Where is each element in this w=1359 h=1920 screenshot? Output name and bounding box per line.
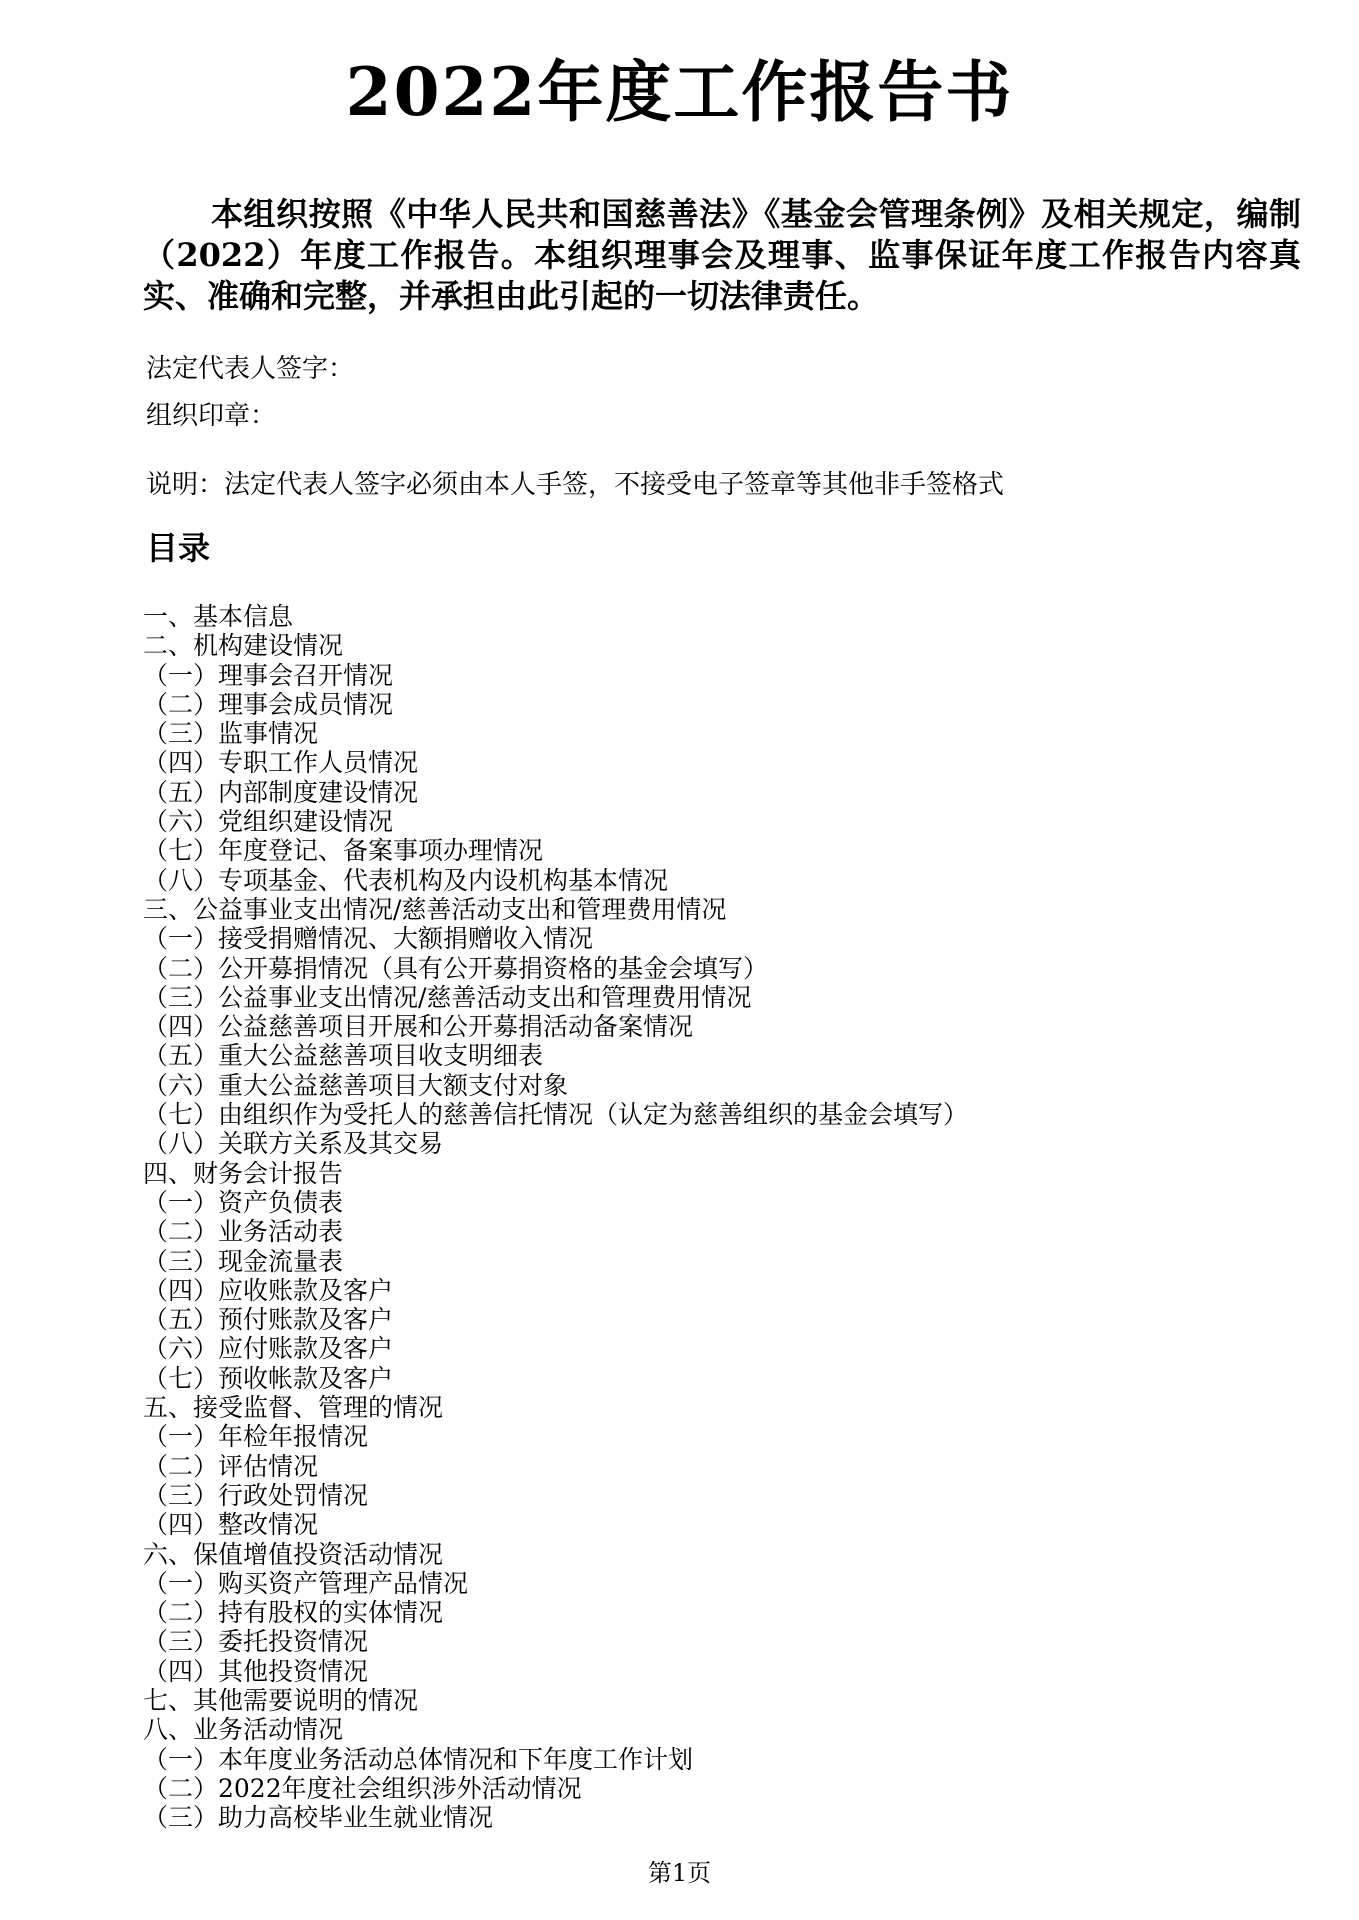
signature-label: 法定代表人签字：	[146, 354, 355, 384]
toc-item: （四）应收账款及客户	[143, 1275, 394, 1305]
toc-item: 六、保值增值投资活动情况	[143, 1539, 444, 1569]
toc-item: （二）理事会成员情况	[143, 689, 394, 719]
toc-item: （二）评估情况	[143, 1451, 319, 1481]
toc-item: （四）其他投资情况	[143, 1656, 369, 1686]
toc-item: （五）预付账款及客户	[143, 1305, 394, 1335]
toc-item: （一）本年度业务活动总体情况和下年度工作计划	[143, 1744, 694, 1774]
document-title: 2022年度工作报告书	[345, 53, 1014, 131]
toc-item: （一）购买资产管理产品情况	[143, 1568, 469, 1598]
toc-item: （六）重大公益慈善项目大额支付对象	[143, 1070, 569, 1100]
toc-item: （七）预收帐款及客户	[143, 1363, 394, 1393]
toc-item: （三）现金流量表	[143, 1246, 344, 1276]
toc-item: 七、其他需要说明的情况	[143, 1685, 419, 1715]
toc-item: （三）委托投资情况	[143, 1627, 369, 1657]
toc-item: （二）持有股权的实体情况	[143, 1598, 444, 1628]
toc-item: （一）年检年报情况	[143, 1422, 369, 1452]
toc-item: （七）由组织作为受托人的慈善信托情况（认定为慈善组织的基金会填写）	[143, 1100, 969, 1130]
toc-item: （六）党组织建设情况	[143, 807, 394, 837]
toc-item: （八）关联方关系及其交易	[143, 1129, 444, 1159]
toc-item: （一）资产负债表	[143, 1187, 344, 1217]
toc-item: （八）专项基金、代表机构及内设机构基本情况	[143, 865, 669, 895]
seal-label: 组织印章：	[146, 401, 277, 431]
intro-paragraph: 本组织按照《中华人民共和国慈善法》《基金会管理条例》及相关规定，编制（2022）年度工作报告。本组织理事会及理事、监事保证年度工作报告内容真实、准确和完整，并承担由此引起的一切法律责任。	[143, 195, 1301, 315]
toc-item: （五）内部制度建设情况	[143, 777, 419, 807]
toc-item: 三、公益事业支出情况/慈善活动支出和管理费用情况	[143, 894, 727, 924]
toc-item: 二、机构建设情况	[143, 631, 344, 661]
toc-item: （二）2022年度社会组织涉外活动情况	[143, 1773, 582, 1803]
toc-item: （一）接受捐赠情况、大额捐赠收入情况	[143, 924, 594, 954]
toc-item: （三）行政处罚情况	[143, 1480, 369, 1510]
toc-item: （七）年度登记、备案事项办理情况	[143, 836, 544, 866]
toc-item: （三）助力高校毕业生就业情况	[143, 1803, 494, 1833]
signature-note: 说明：法定代表人签字必须由本人手签，不接受电子签章等其他非手签格式	[146, 470, 1005, 500]
table-of-contents	[143, 602, 968, 1832]
toc-item: （一）理事会召开情况	[143, 660, 394, 690]
toc-item: （五）重大公益慈善项目收支明细表	[143, 1041, 544, 1071]
toc-item: 八、业务活动情况	[143, 1715, 344, 1745]
toc-item: （四）专职工作人员情况	[143, 748, 419, 778]
toc-item: （二）业务活动表	[143, 1217, 344, 1247]
toc-item: 五、接受监督、管理的情况	[143, 1393, 444, 1423]
toc-heading: 目录	[146, 529, 211, 567]
toc-item: （三）公益事业支出情况/慈善活动支出和管理费用情况	[143, 982, 752, 1012]
toc-item: 四、财务会计报告	[143, 1158, 344, 1188]
toc-item: （三）监事情况	[143, 719, 319, 749]
toc-item: （四）公益慈善项目开展和公开募捐活动备案情况	[143, 1012, 694, 1042]
toc-item: 一、基本信息	[143, 602, 294, 631]
page-number: 第1页	[647, 1859, 712, 1887]
toc-item: （六）应付账款及客户	[143, 1334, 394, 1364]
toc-item: （四）整改情况	[143, 1510, 319, 1540]
toc-item: （二）公开募捐情况（具有公开募捐资格的基金会填写）	[143, 953, 769, 983]
